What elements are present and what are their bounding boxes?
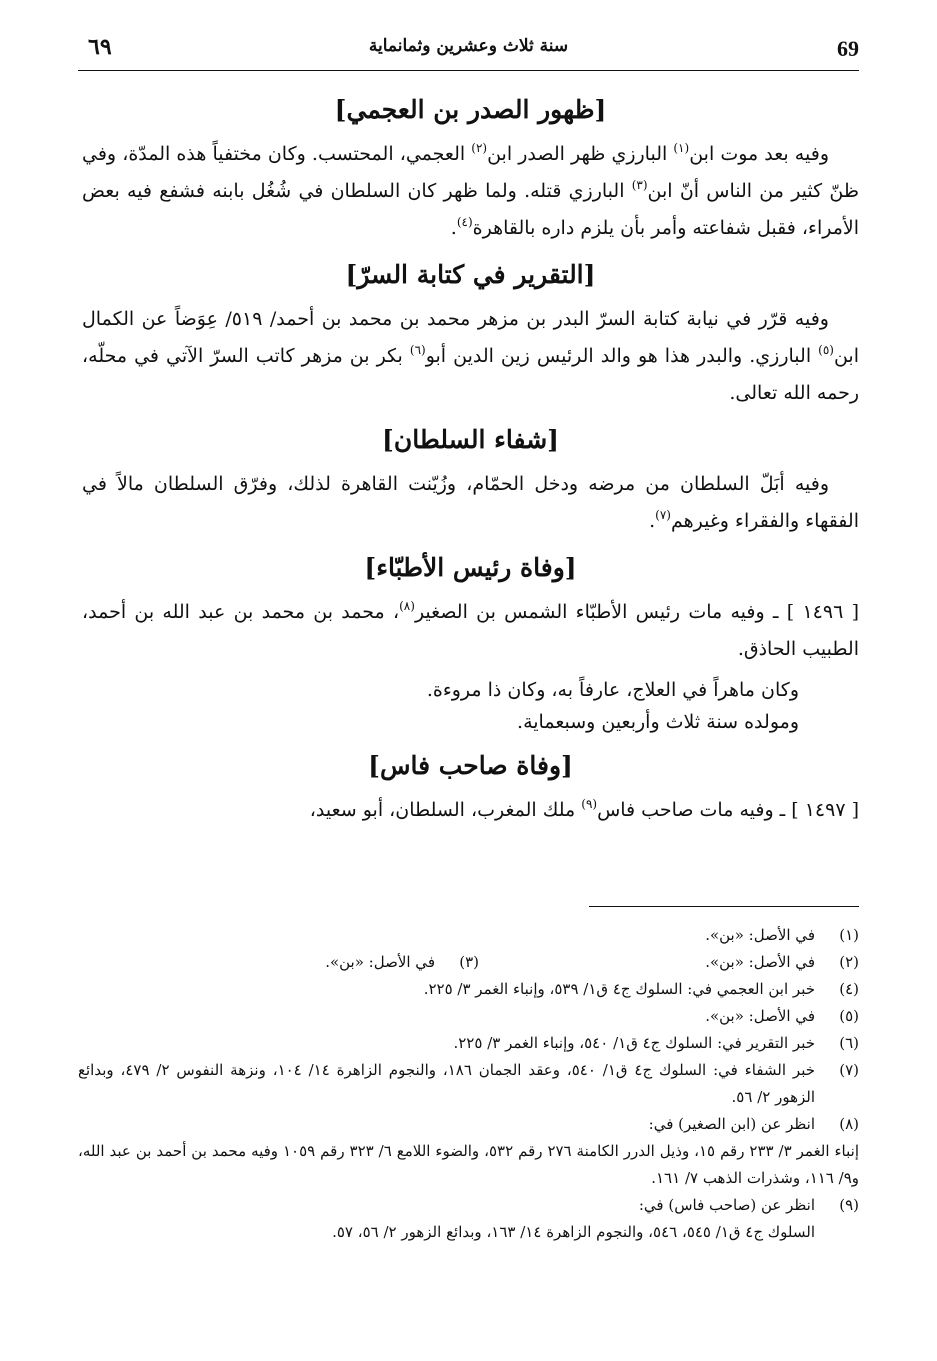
text-run: . <box>450 217 457 239</box>
main-text <box>82 88 859 835</box>
header-rule <box>78 70 859 71</box>
footnote-ref: (٨) <box>399 599 415 613</box>
footnote-continuation <box>78 1138 859 1192</box>
biography-entry <box>82 594 859 668</box>
footnote-ref: (٢) <box>471 141 488 155</box>
footnote-ref: (٩) <box>581 797 598 811</box>
footnote-number: (٦) <box>839 1034 859 1052</box>
footnote-pair <box>78 949 859 976</box>
paragraph <box>82 136 859 247</box>
text-run: . <box>649 510 656 532</box>
section-heading: [التقرير في كتابة السرّ] <box>345 260 596 289</box>
footnote-text: انظر عن (ابن الصغير) في: <box>648 1115 815 1133</box>
section-heading: [ظهور الصدر بن العجمي] <box>334 95 607 124</box>
footnote <box>78 1030 859 1057</box>
footnote-number: (٥) <box>839 1007 859 1025</box>
footnote <box>78 1192 859 1246</box>
text-run: ملك المغرب، السلطان، أبو سعيد، <box>309 799 582 821</box>
footnote-text: خبر ابن العجمي في: السلوك ج٤ ق١/ ٥٣٩، وإنباء الغمر ٣/ ٢٢٥. <box>423 980 815 998</box>
footnote <box>78 1111 859 1138</box>
footnote-text: في الأصل: «بن». <box>705 953 815 971</box>
footnote <box>99 949 479 976</box>
footnote-text: انظر عن (صاحب فاس) في: <box>638 1196 815 1214</box>
footnote-number: (٩) <box>839 1196 859 1214</box>
footnote-number: (٢) <box>839 953 859 971</box>
footnote-ref: (٦) <box>409 343 426 357</box>
footnote-ref: (٣) <box>631 178 648 192</box>
footnote-number: (٧) <box>839 1061 859 1079</box>
footnote-text: في الأصل: «بن». <box>705 1007 815 1025</box>
footnote-number: (١) <box>839 926 859 944</box>
footnote-number: (٨) <box>839 1115 859 1133</box>
footnote-text: خبر التقرير في: السلوك ج٤ ق١/ ٥٤٠، وإنباء الغمر ٣/ ٢٢٥. <box>453 1034 815 1052</box>
running-title: سنة ثلاث وعشرين وثمانماية <box>368 36 569 56</box>
text-run: البارزي. والبدر هذا هو والد الرئيس زين الدين أبو <box>425 345 819 367</box>
text-run: [ ١٤٩٦ ] ـ وفيه مات رئيس الأطبّاء الشمس بن الصغير <box>414 601 859 623</box>
detail-line: ومولده سنة ثلاث وأربعين وسبعماية. <box>517 711 799 733</box>
text-run: وفيه قرّر في نيابة كتابة السرّ البدر بن مزهر محمد بن محمد بن أحمد/ ٥١٩/ عِوَضاً عن الكمال ابن <box>82 308 859 367</box>
entry-details <box>82 674 859 738</box>
paragraph <box>82 466 859 540</box>
text-run: البارزي ظهر الصدر ابن <box>487 143 674 165</box>
section-heading: [شفاء السلطان] <box>382 425 559 454</box>
footnote-ref: (١) <box>673 141 690 155</box>
footnote-text: في الأصل: «بن». <box>325 953 435 971</box>
running-header <box>78 32 859 72</box>
text-run: [ ١٤٩٧ ] ـ وفيه مات صاحب فاس <box>597 799 859 821</box>
footnote-ref: (٥) <box>818 343 834 357</box>
page-number-latin: 69 <box>837 36 859 61</box>
footnotes <box>78 922 859 1246</box>
text-run: بكر بن مزهر كاتب السرّ الآتي في محلّه، رحمه الله تعالى. <box>82 345 859 404</box>
footnote-text: في الأصل: «بن». <box>705 926 815 944</box>
footnote-text: السلوك ج٤ ق١/ ٥٤٥، ٥٤٦، والنجوم الزاهرة ١٤/ ١٦٣، وبدائع الزهور ٢/ ٥٦، ٥٧. <box>332 1223 815 1241</box>
footnote <box>78 976 859 1003</box>
footnote-text: خبر الشفاء في: السلوك ج٤ ق١/ ٥٤٠، وعقد الجمان ١٨٦، والنجوم الزاهرة ١٤/ ١٠٤، ونزهة النفوس ٢/ ٤٧٩، وبدائع الزهور ٢/ ٥٦. <box>78 1061 815 1106</box>
footnote-ref: (٤) <box>456 215 473 229</box>
page-number-arabic: ٦٩ <box>88 34 112 60</box>
footnote-number: (٤) <box>839 980 859 998</box>
text-run: وفيه أبَلّ السلطان من مرضه ودخل الحمّام، وزُيّنت القاهرة لذلك، وفرّق السلطان مالاً في الفقهاء والفقراء وغيرهم <box>82 473 859 532</box>
footnote <box>479 949 859 976</box>
text-run: العجمي، المحتسب. وكان مختفياً هذه المدّة، وفي ظنّ كثير من الناس أنّ ابن <box>82 143 860 202</box>
footnote-rule <box>589 906 859 907</box>
text-run: وفيه بعد موت ابن <box>689 143 829 165</box>
footnote <box>78 1057 859 1111</box>
text-run: ، محمد بن محمد بن عبد الله بن أحمد، الطبيب الحاذق. <box>82 601 859 660</box>
text-run: البارزي قتله. ولما ظهر كان السلطان في شُغُل بابنه فشفع فيه بعض الأمراء، فقبل شفاعته وأمر بأن يلزم داره بالقاهرة <box>82 180 859 239</box>
section-heading: [وفاة صاحب فاس] <box>368 751 573 780</box>
biography-entry <box>82 792 859 829</box>
paragraph <box>82 301 859 412</box>
detail-line: وكان ماهراً في العلاج، عارفاً به، وكان ذا مروءة. <box>426 679 799 701</box>
footnote-ref: (٧) <box>655 508 671 522</box>
footnote <box>78 1003 859 1030</box>
footnote-text: إنباء الغمر ٣/ ٢٣٣ رقم ١٥، وذيل الدرر الكامنة ٢٧٦ رقم ٥٣٢، والضوء اللامع ٦/ ٣٢٣ رقم ١٠٥٩ وفيه محمد بن أحمد بن عبد الله، و٩/ ١١٦، وشذرات الذهب ٧/ ١٦١. <box>78 1142 859 1187</box>
footnote-number: (٣) <box>459 953 479 971</box>
section-heading: [وفاة رئيس الأطبّاء] <box>364 553 577 582</box>
footnote <box>78 922 859 949</box>
